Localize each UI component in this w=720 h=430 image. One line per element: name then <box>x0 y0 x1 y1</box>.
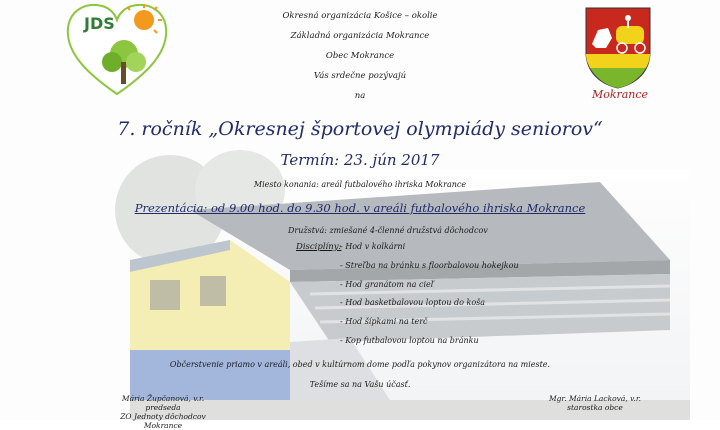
na-line: na <box>354 91 366 101</box>
discipline-item: - Hod v kolkárni <box>340 242 406 251</box>
org-line-3: Obec Mokrance <box>325 51 395 61</box>
org-line-2: Základná organizácia Mokrance <box>290 31 430 41</box>
disciplines-list <box>340 242 519 355</box>
signature-right <box>540 394 650 412</box>
disciplines-label: Disciplíny: <box>296 242 342 252</box>
jds-logo-text: JDS <box>84 14 115 33</box>
discipline-item: - Hod granátom na cieľ <box>340 279 434 289</box>
discipline-item: - Hod basketbalovou loptou do koša <box>340 298 486 308</box>
signature-right-role: starostka obce <box>567 403 623 412</box>
signature-left-org: ZO Jednoty dôchodcov Mokrance <box>120 412 206 430</box>
signature-right-name: Mgr. Mária Lacková, v.r. <box>548 394 642 403</box>
invitation-line: Vás srdečne pozývajú <box>313 71 407 81</box>
signature-left-role: predseda <box>145 403 181 412</box>
closing-line: Tešíme sa na Vašu účasť. <box>309 380 411 389</box>
refreshment-line: Občerstvenie priamo v areáli, obed v kultúrnom dome podľa pokynov organizátora na mieste. <box>169 360 551 369</box>
event-title: 7. ročník „Okresnej športovej olympiády seniorov“ <box>117 118 603 140</box>
event-date: Termín: 23. jún 2017 <box>280 151 440 169</box>
crest-caption: Mokrance <box>591 88 649 101</box>
presentation-line: Prezentácia: od 9.00 hod. do 9.30 hod. v areáli futbalového ihriska Mokrance <box>134 201 586 215</box>
discipline-item: - Hod šípkami na terč <box>340 317 428 327</box>
signature-left <box>108 394 218 430</box>
signature-left-name: Mária Župčanová, v.r. <box>121 394 205 403</box>
venue-line: Miesto konania: areál futbalového ihriska Mokrance <box>253 180 467 189</box>
org-line-1: Okresná organizácia Košice – okolie <box>282 11 438 21</box>
discipline-item: - Kop futbalovou loptou na bránku <box>340 335 479 345</box>
teams-line: Družstvá: zmiešané 4-členné družstvá dôchodcov <box>288 226 488 235</box>
discipline-item: - Streľba na bránku s floorbalovou hokejkou <box>340 260 519 270</box>
